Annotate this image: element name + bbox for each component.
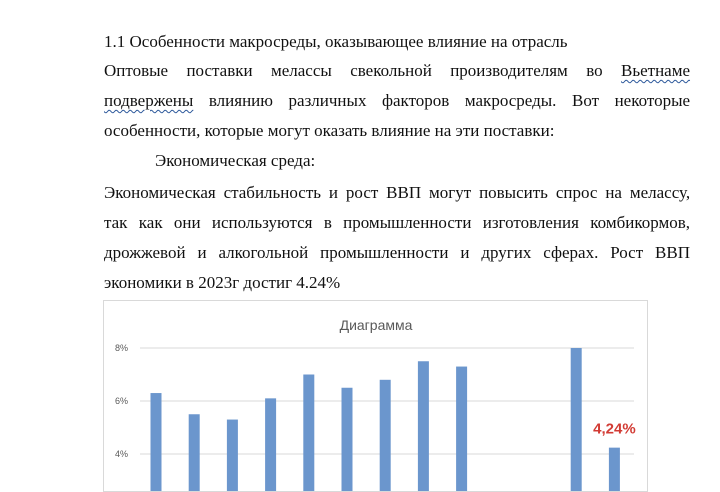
word: стабильность bbox=[223, 183, 322, 202]
word: ВВП bbox=[655, 243, 691, 262]
paragraph-line bbox=[104, 91, 690, 111]
y-tick-label: 6% bbox=[114, 396, 128, 406]
word: Оптовые bbox=[104, 61, 169, 80]
paragraph-line bbox=[104, 213, 690, 233]
word: и bbox=[328, 183, 339, 202]
word: и bbox=[460, 243, 470, 262]
word: поставки bbox=[186, 61, 253, 80]
word: других bbox=[481, 243, 532, 262]
word: Вот bbox=[571, 91, 600, 110]
paragraph-line bbox=[104, 243, 690, 263]
word: как bbox=[138, 213, 163, 232]
chart-bar bbox=[151, 393, 162, 491]
word: различных bbox=[288, 91, 367, 110]
chart-bar bbox=[571, 348, 582, 491]
chart-bar bbox=[227, 420, 238, 491]
word: на bbox=[605, 183, 622, 202]
chart-bar bbox=[265, 398, 276, 491]
word: повысить bbox=[479, 183, 548, 202]
highlight-data-label: 4,24% bbox=[593, 420, 636, 438]
word: свекольной bbox=[350, 61, 432, 80]
chart-bar bbox=[189, 414, 200, 491]
word: алкогольной bbox=[218, 243, 309, 262]
paragraph-line: особенности, которые могут оказать влияние на эти поставки: bbox=[104, 121, 555, 140]
chart-bar bbox=[380, 380, 391, 491]
paragraph-line bbox=[104, 183, 690, 203]
word: промышленности bbox=[343, 213, 472, 232]
word: факторов bbox=[382, 91, 450, 110]
word: промышленности bbox=[320, 243, 449, 262]
word: в bbox=[323, 213, 332, 232]
y-tick-label: 4% bbox=[114, 449, 128, 459]
spellcheck-flagged-word[interactable]: Вьетнаме bbox=[621, 61, 691, 80]
word: они bbox=[173, 213, 201, 232]
word: используются bbox=[211, 213, 313, 232]
word: ВВП bbox=[386, 183, 422, 202]
word: так bbox=[104, 213, 128, 232]
word: изготовления bbox=[482, 213, 579, 232]
chart-bar bbox=[303, 375, 314, 492]
word: комбикормов, bbox=[590, 213, 691, 232]
y-tick-label: 8% bbox=[114, 343, 128, 353]
paragraph-line: экономики в 2023г достиг 4.24% bbox=[104, 273, 341, 292]
word: Экономическая bbox=[104, 183, 216, 202]
subheading: Экономическая среда: bbox=[155, 151, 316, 170]
word: производителям bbox=[450, 61, 568, 80]
word: дрожжевой bbox=[104, 243, 186, 262]
section-heading: 1.1 Особенности макросреды, оказывающее влияние на отрасль bbox=[104, 32, 568, 51]
word: спрос bbox=[555, 183, 598, 202]
spellcheck-flagged-word[interactable]: подвержены bbox=[104, 91, 194, 110]
chart-title: Диаграмма bbox=[339, 317, 413, 333]
word: мелассы bbox=[270, 61, 332, 80]
paragraph-line bbox=[104, 61, 690, 81]
word: и bbox=[197, 243, 207, 262]
chart-bar bbox=[418, 361, 429, 491]
embedded-chart[interactable] bbox=[103, 300, 648, 492]
chart-canvas bbox=[104, 301, 647, 491]
chart-bar bbox=[456, 367, 467, 491]
bars bbox=[151, 348, 620, 491]
chart-bar bbox=[609, 448, 620, 491]
word: во bbox=[586, 61, 603, 80]
word: сферах. bbox=[543, 243, 599, 262]
word: влиянию bbox=[208, 91, 273, 110]
word: рост bbox=[345, 183, 379, 202]
word: Рост bbox=[610, 243, 644, 262]
chart-bar bbox=[342, 388, 353, 491]
word: некоторые bbox=[614, 91, 691, 110]
word: макросреды. bbox=[464, 91, 557, 110]
word: могут bbox=[429, 183, 472, 202]
word: мелассу, bbox=[629, 183, 691, 202]
